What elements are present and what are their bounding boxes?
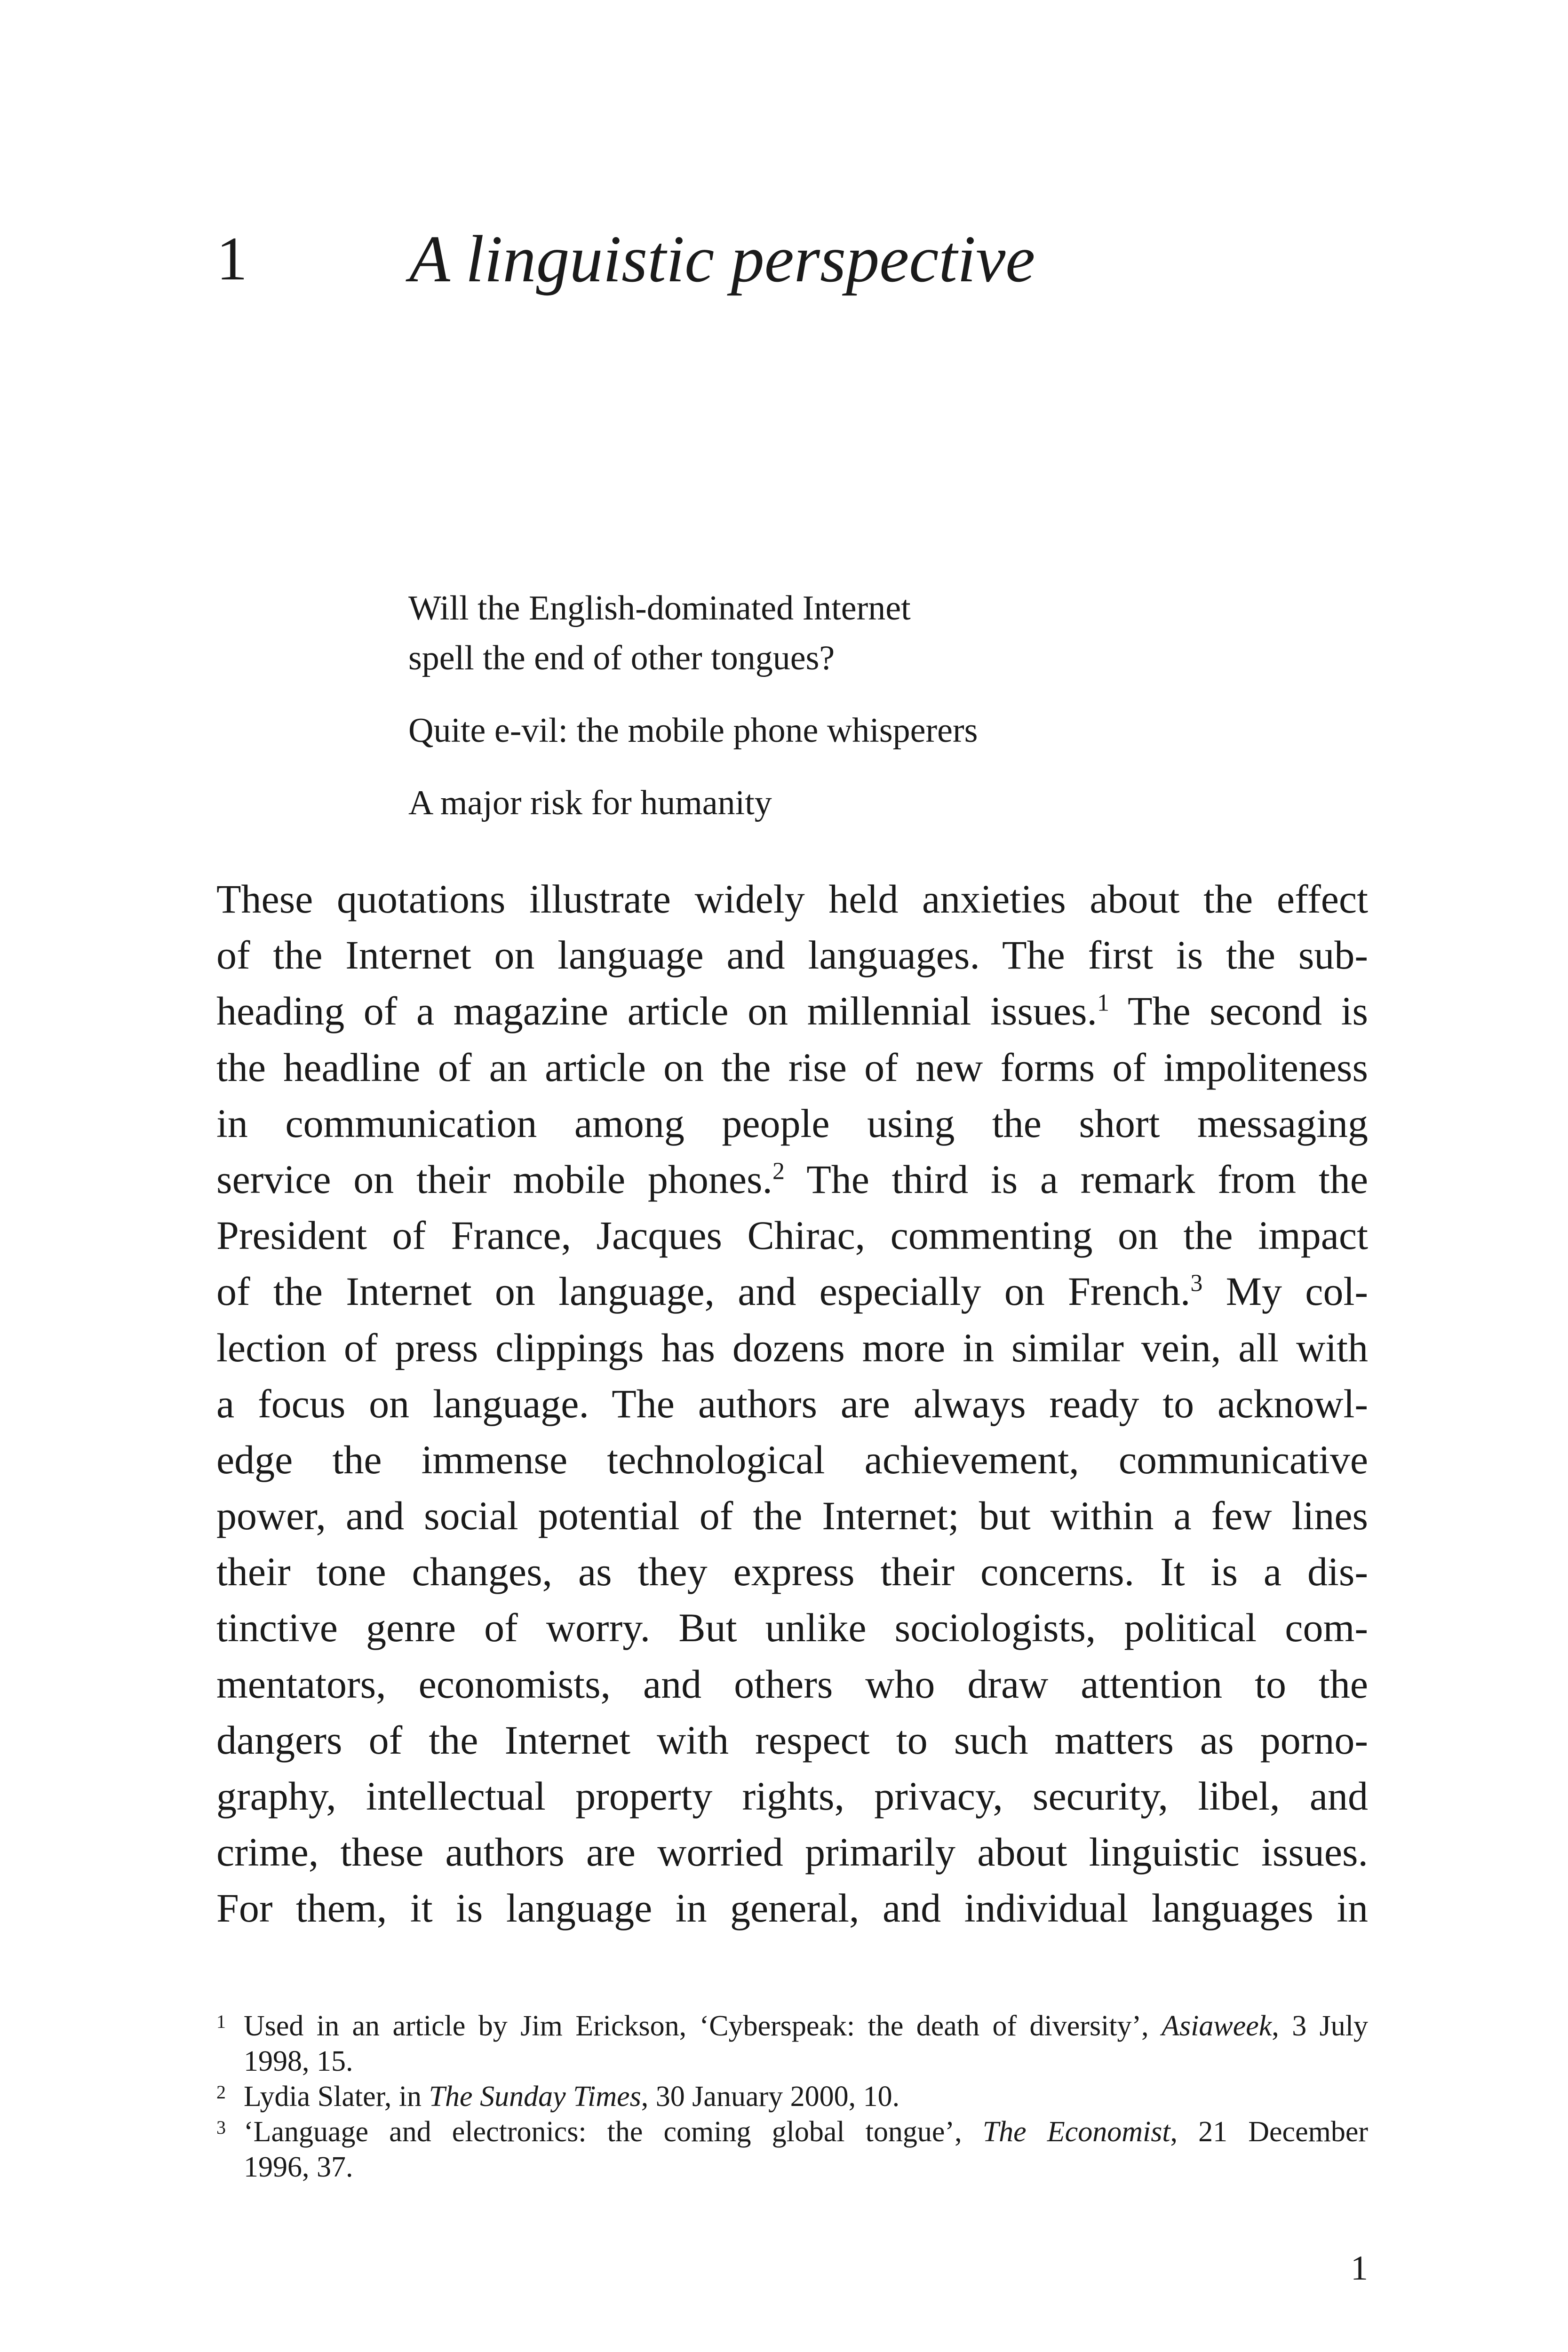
footnote: [216, 2114, 1368, 2185]
epigraph-line: A major risk for humanity: [408, 784, 772, 822]
footnote: [216, 2009, 1368, 2079]
footnote-source: The Economist: [982, 2116, 1170, 2148]
footnote: [216, 2079, 1368, 2114]
body-line: [216, 1152, 1368, 1208]
body-line: These quotations illustrate widely held anxieties about the effect: [216, 876, 1368, 922]
body-line: [216, 1263, 1368, 1319]
body-line: crime, these authors are worried primarily about linguistic issues.: [216, 1829, 1368, 1875]
footnote-source: The Sunday Times: [429, 2081, 641, 2113]
footnote-line: [244, 2009, 1368, 2044]
epigraph: [408, 583, 1208, 683]
body-paragraph: [216, 871, 1368, 1937]
body-line: For them, it is language in general, and individual languages in: [216, 1885, 1368, 1931]
footnote-text: , 21 December: [1170, 2116, 1368, 2148]
body-line: tinctive genre of worry. But unlike sociologists, political com-: [216, 1605, 1368, 1651]
body-line: lection of press clippings has dozens more in similar vein, all with: [216, 1325, 1368, 1370]
body-line: edge the immense technological achievement, communicative: [216, 1437, 1368, 1482]
body-line: in communication among people using the short messaging: [216, 1100, 1368, 1146]
body-line: the headline of an article on the rise of new forms of impoliteness: [216, 1044, 1368, 1090]
footnote-mark: 2: [216, 2082, 226, 2103]
footnote-line: [244, 2079, 1368, 2114]
body-line: power, and social potential of the Internet; but within a few lines: [216, 1493, 1368, 1539]
epigraph: [408, 778, 1208, 828]
body-text: The second is: [1109, 988, 1368, 1034]
footnotes: [216, 2009, 1368, 2185]
footnote-mark: 1: [216, 2011, 226, 2032]
footnote-text: , 30 January 2000, 10.: [641, 2081, 900, 2113]
footnote-line: 1998, 15.: [244, 2045, 353, 2077]
body-line: dangers of the Internet with respect to such matters as porno-: [216, 1717, 1368, 1763]
chapter-number: 1: [216, 224, 247, 293]
footnote-ref-3: 3: [1190, 1270, 1203, 1297]
body-line: a focus on language. The authors are always ready to acknowl-: [216, 1381, 1368, 1426]
chapter-heading: [216, 221, 1393, 315]
body-text: The third is a remark from the: [785, 1156, 1368, 1202]
body-line: [216, 983, 1368, 1039]
body-text: of the Internet on language, and especially on French.: [216, 1269, 1191, 1314]
body-text: service on their mobile phones.: [216, 1156, 773, 1202]
body-line: President of France, Jacques Chirac, commenting on the impact: [216, 1213, 1368, 1258]
epigraph-line: spell the end of other tongues?: [408, 639, 835, 677]
footnote-text: Used in an article by Jim Erickson, ‘Cyberspeak: the death of diversity’,: [244, 2010, 1162, 2042]
body-line: graphy, intellectual property rights, privacy, security, libel, and: [216, 1773, 1368, 1819]
footnote-mark: 3: [216, 2117, 226, 2138]
body-text: heading of a magazine article on millennial issues.: [216, 988, 1097, 1034]
footnote-ref-1: 1: [1097, 989, 1109, 1017]
page-number: 1: [1351, 2249, 1368, 2288]
body-text: My col-: [1202, 1269, 1368, 1314]
body-line: mentators, economists, and others who draw attention to the: [216, 1661, 1368, 1707]
body-line: of the Internet on language and languages. The first is the sub-: [216, 932, 1368, 978]
body-line: their tone changes, as they express their concerns. It is a dis-: [216, 1549, 1368, 1595]
epigraph: [408, 706, 1208, 755]
footnote-ref-2: 2: [772, 1158, 785, 1185]
footnote-source: Asiaweek: [1162, 2010, 1272, 2042]
chapter-title: A linguistic perspective: [409, 222, 1035, 296]
footnote-line: [244, 2114, 1368, 2150]
footnote-text: ‘Language and electronics: the coming global tongue’,: [244, 2116, 983, 2148]
epigraphs: [408, 583, 1208, 850]
footnote-text: , 3 July: [1272, 2010, 1368, 2042]
footnote-text: Lydia Slater, in: [244, 2081, 429, 2113]
epigraph-line: Will the English-dominated Internet: [408, 589, 911, 628]
footnote-line: 1996, 37.: [244, 2151, 353, 2183]
epigraph-line: Quite e-vil: the mobile phone whisperers: [408, 711, 978, 750]
